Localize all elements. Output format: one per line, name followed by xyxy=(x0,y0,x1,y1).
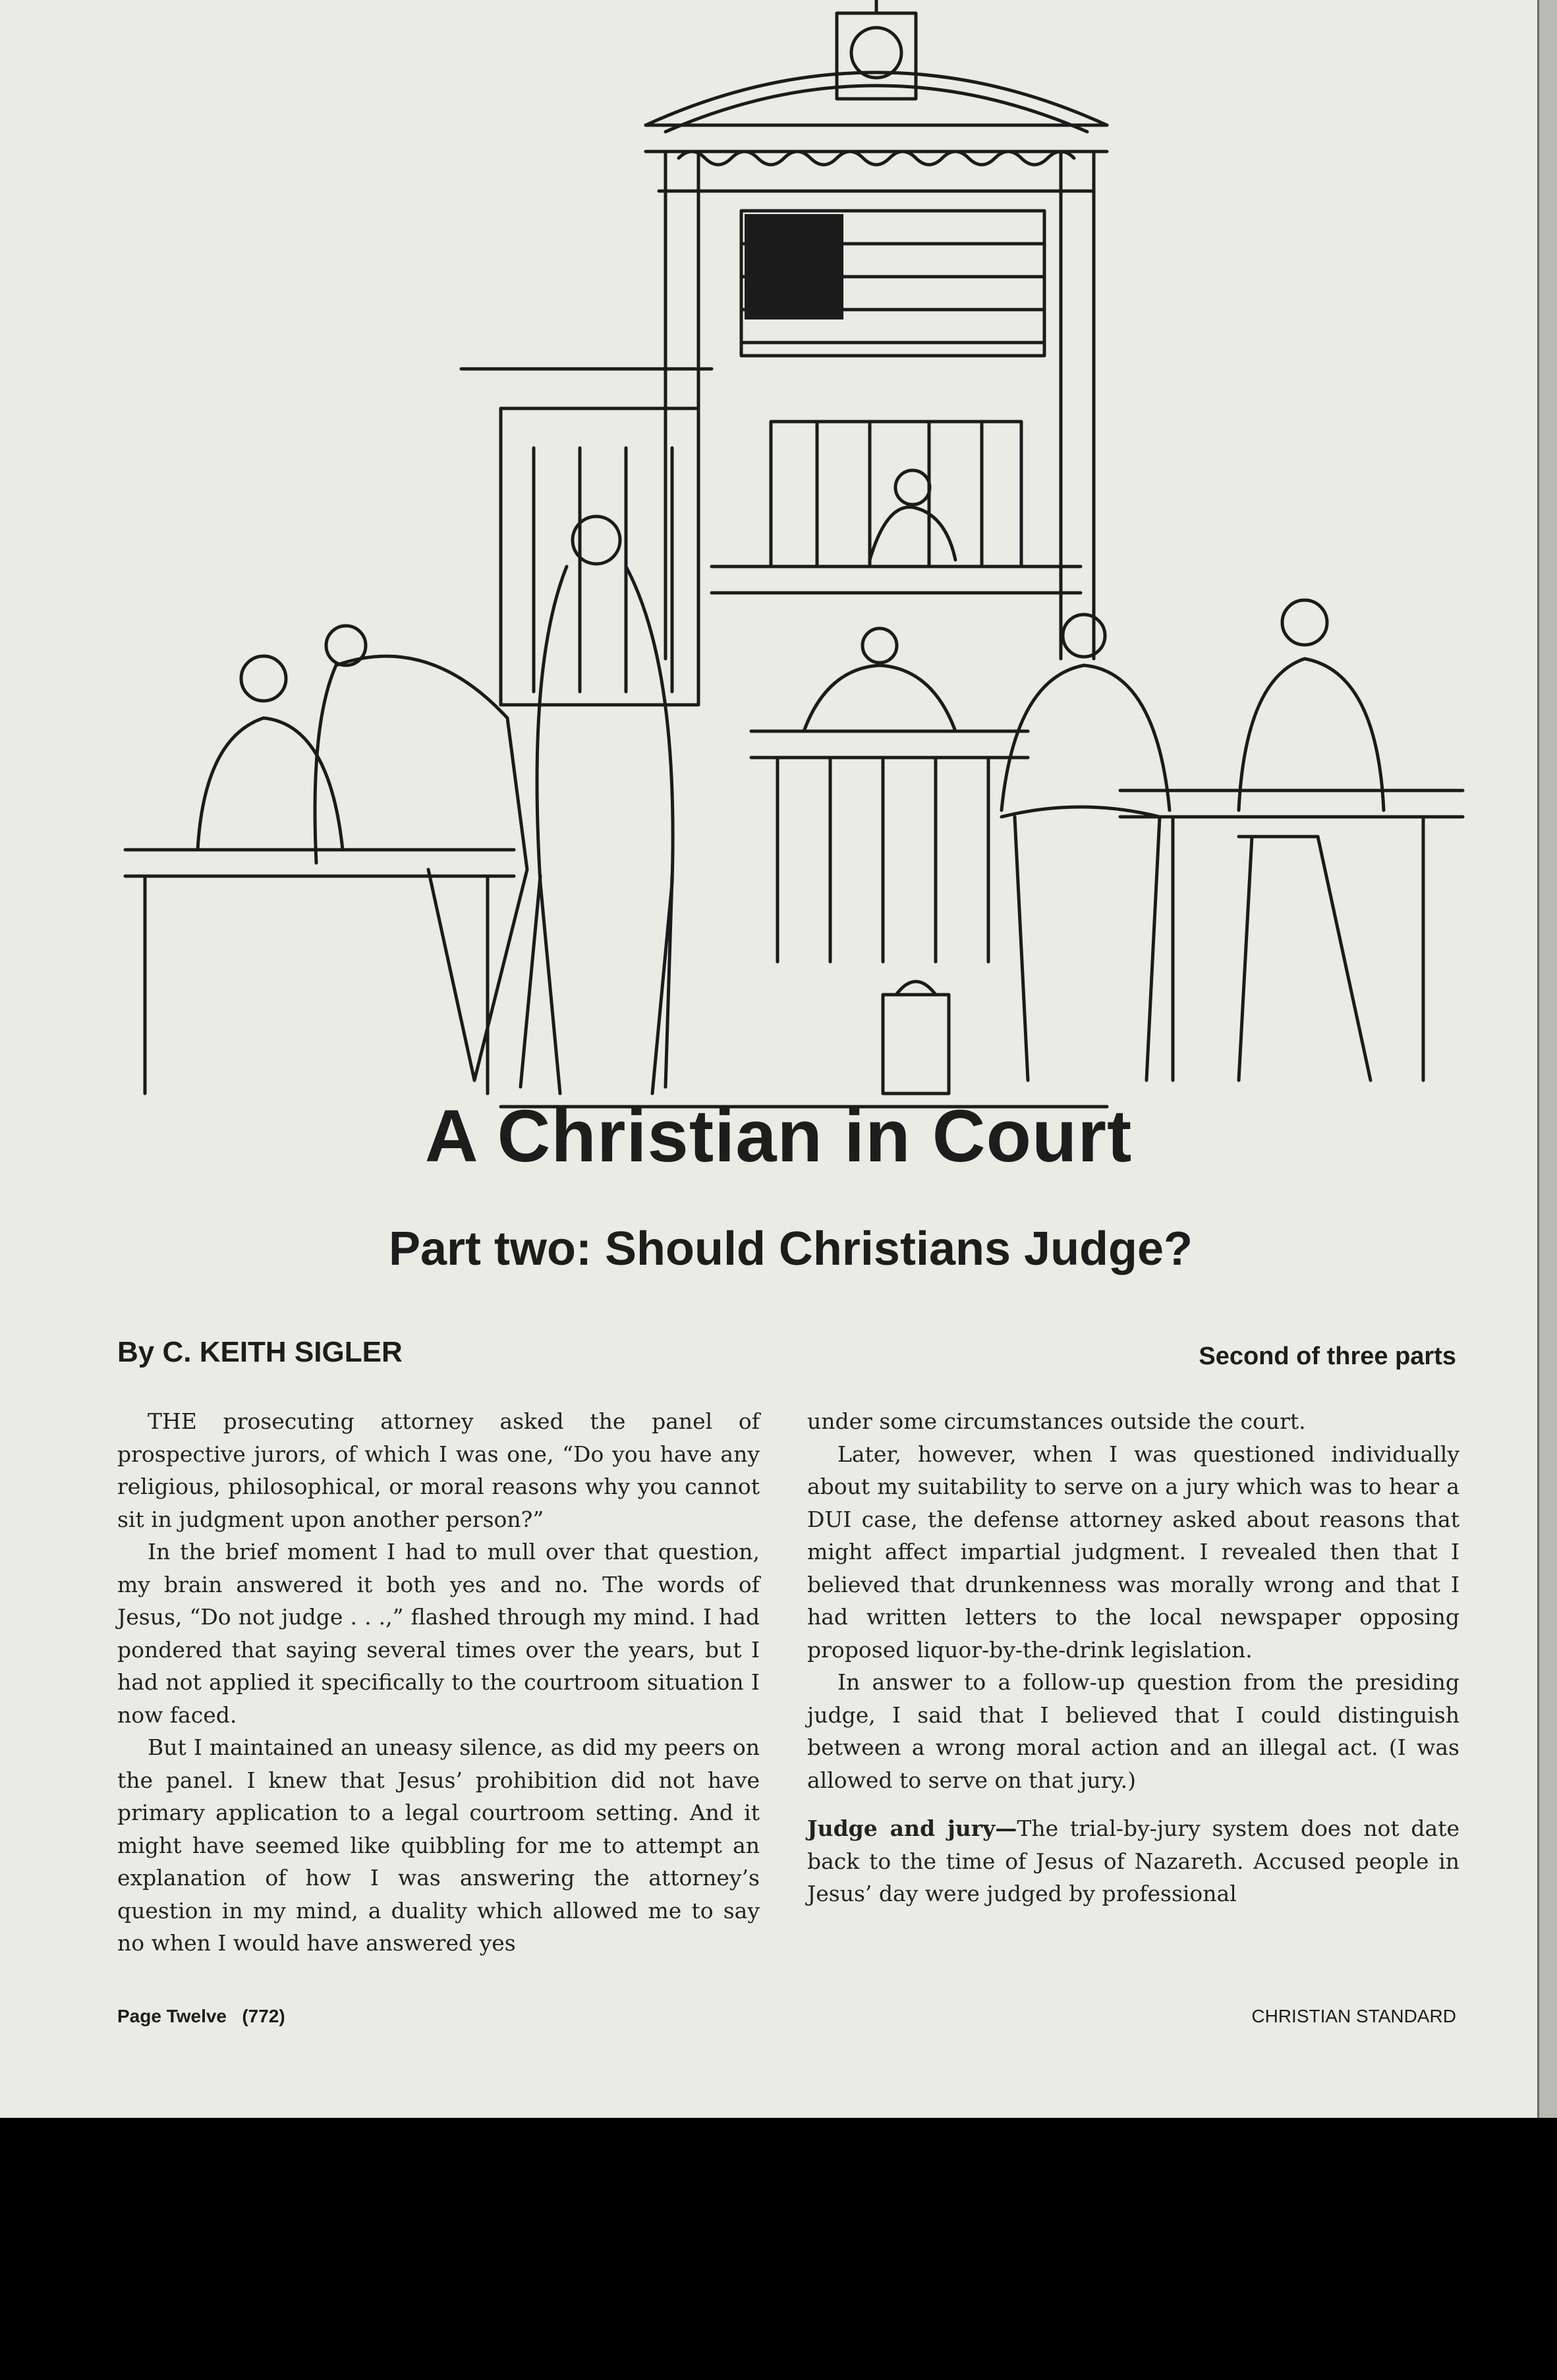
section-text: The trial-by-jury system does not date back to the time of Jesus of Nazareth. Accused people in Jesus’ day were judged by professional xyxy=(807,1815,1460,1906)
article-title: A Christian in Court xyxy=(424,1095,1133,1177)
facing-page-edge xyxy=(1537,0,1557,2118)
column-right xyxy=(807,1405,1459,1910)
page-number: Page Twelve (772) xyxy=(117,2006,285,2026)
section-heading: Judge and jury xyxy=(807,1815,996,1841)
em-dash: — xyxy=(995,1815,1017,1841)
article-subtitle: Part two: Should Christians Judge? xyxy=(388,1223,1193,1275)
paragraph: In the brief moment I had to mull over that question, my brain answered it both yes and no. The words of Jesus, “Do not judge . . .,” flashed through my mind. I had pondered that saying several times over the years, but I had not applied it specifically to the courtroom situation I now faced. xyxy=(117,1539,760,1728)
courtroom-illustration xyxy=(119,0,1489,1120)
section-paragraph xyxy=(807,1812,1459,1910)
column-left xyxy=(117,1405,760,1960)
series-label: Second of three parts xyxy=(1199,1342,1456,1370)
paragraph: THE prosecuting attorney asked the panel of prospective jurors, of which I was one, “Do you have any religious, philosophical, or moral reasons why you cannot sit in judgment upon another person?” xyxy=(117,1408,760,1532)
paragraph: But I maintained an uneasy silence, as did my peers on the panel. I knew that Jesus’ prohibition did not have primary application to a legal courtroom setting. And it might have seemed like quibbling for me to attempt an explanation of how I was answering the attorney’s question in my mind, a duality which allowed me to say no when I would have answered yes xyxy=(117,1734,760,1956)
paragraph: In answer to a follow-up question from the presiding judge, I said that I believed that I could distinguish between a wrong moral action and an illegal act. (I was allowed to serve on that jury.) xyxy=(807,1669,1459,1793)
publication-name: CHRISTIAN STANDARD xyxy=(1251,2006,1456,2026)
paragraph-continuation: under some circumstances outside the court. xyxy=(807,1408,1306,1434)
byline: By C. KEITH SIGLER xyxy=(117,1336,403,1368)
paragraph: Later, however, when I was questioned individually about my suitability to serve on a jury which was to hear a DUI case, the defense attorney asked about reasons that might affect impartial judgment. I revealed then that I believed that drunkenness was morally wrong and that I had written letters to the local newspaper opposing proposed liquor-by-the-drink legislation. xyxy=(807,1441,1459,1663)
